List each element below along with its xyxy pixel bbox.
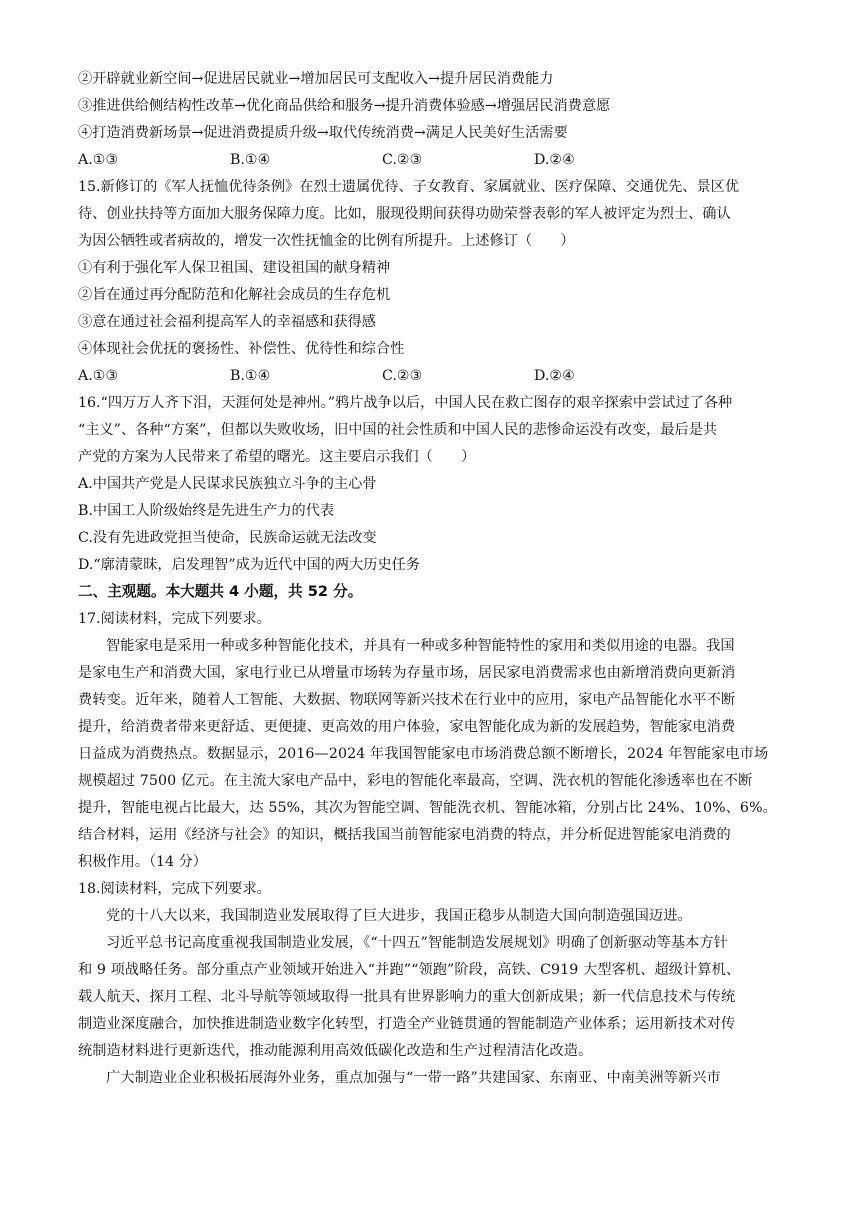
q18-paragraph-2-line-5: 统制造材料进行更新迭代，推动能源利用高效低碳化改造和生产过程清洁化改造。 (78, 1043, 593, 1059)
q14-option-c: C.②③ (382, 152, 423, 168)
q17-material-line-7: 提升，智能电视占比最大，达 55%，其次为智能空调、智能洗衣机、智能冰箱，分别占比 24%、10%、6%。 (78, 800, 777, 816)
q17-material-line-1: 智能家电是采用一种或多种智能化技术，并具有一种或多种智能特性的家用和类似用途的电器。我国 (106, 638, 735, 654)
q15-stem-line-3: 为因公牺牲或者病故的，增发一次性抚恤金的比例有所提升。上述修订（ ） (78, 233, 575, 249)
q18-paragraph-2-line-4: 制造业深度融合，加快推进制造业数字化转型，打造全产业链贯通的智能制造产业体系；运用新技术对传 (78, 1016, 736, 1032)
q14-option-a: A.①③ (78, 152, 119, 168)
q15-option-b: B.①④ (230, 368, 271, 384)
q17-material-line-4: 提升，给消费者带来更舒适、更便捷、更高效的用户体验，家电智能化成为新的发展趋势，智能家电消费 (78, 719, 736, 735)
q18-paragraph-1: 党的十八大以来，我国制造业发展取得了巨大进步，我国正稳步从制造大国向制造强国迈进。 (106, 908, 692, 924)
q17-task-line-2: 积极作用。（14 分） (78, 854, 207, 870)
q18-paragraph-2-line-2: 和 9 项战略任务。部分重点产业领域开始进入“并跑”“领跑”阶段，高铁、C919 大型客机、超级计算机、 (78, 962, 741, 978)
q17-material-line-2: 是家电生产和消费大国，家电行业已从增量市场转为存量市场，居民家电消费需求也由新增消费向更新消 (78, 665, 736, 681)
q14-options (78, 150, 784, 170)
q16-option-d: D.“廓清蒙昧，启发理智”成为近代中国的两大历史任务 (78, 557, 421, 573)
q18-paragraph-2-line-1: 习近平总书记高度重视我国制造业发展，《“十四五”智能制造发展规划》明确了创新驱动等基本方针 (106, 935, 728, 951)
q16-option-a: A.中国共产党是人民谋求民族独立斗争的主心骨 (78, 476, 377, 492)
q15-statement-1: ①有利于强化军人保卫祖国、建设祖国的献身精神 (78, 260, 391, 276)
q17-task-line-1: 结合材料，运用《经济与社会》的知识，概括我国当前智能家电消费的特点，并分析促进智能家电消费的 (78, 827, 731, 843)
q18-paragraph-2-line-3: 载人航天、探月工程、北斗导航等领域取得一批具有世界影响力的重大创新成果；新一代信息技术与传统 (78, 989, 736, 1005)
q18-heading: 18.阅读材料，完成下列要求。 (78, 881, 271, 897)
q15-statement-4: ④体现社会优抚的褒扬性、补偿性、优待性和综合性 (78, 341, 405, 357)
q16-stem-line-2: “主义”、各种“方案”，但都以失败收场，旧中国的社会性质和中国人民的悲惨命运没有改变，最后是共 (78, 422, 718, 438)
q17-material-line-3: 费转变。近年来，随着人工智能、大数据、物联网等新兴技术在行业中的应用，家电产品智能化水平不断 (78, 692, 736, 708)
q16-option-b: B.中国工人阶级始终是先进生产力的代表 (78, 503, 335, 519)
q18-paragraph-3: 广大制造业企业积极拓展海外业务，重点加强与“一带一路”共建国家、东南亚、中南美洲等新兴市 (106, 1070, 721, 1086)
q15-option-a: A.①③ (78, 368, 119, 384)
q15-options (78, 366, 784, 386)
q14-statement-2: ②开辟就业新空间→促进居民就业→增加居民可支配收入→提升居民消费能力 (78, 71, 554, 87)
q17-material-line-5: 日益成为消费热点。数据显示，2016—2024 年我国智能家电市场消费总额不断增长，2024 年智能家电市场 (78, 746, 769, 762)
q15-option-c: C.②③ (382, 368, 423, 384)
section-heading: 二、主观题。本大题共 4 小题，共 52 分。 (78, 583, 363, 600)
q15-option-d: D.②④ (534, 368, 575, 384)
q15-statement-3: ③意在通过社会福利提高军人的幸福感和获得感 (78, 314, 376, 330)
q14-statement-4: ④打造消费新场景→促进消费提质升级→取代传统消费→满足人民美好生活需要 (78, 125, 568, 141)
q16-stem-line-1: 16.“四万万人齐下泪，天涯何处是神州。”鸦片战争以后，中国人民在救亡图存的艰辛探索中尝试过了各种 (78, 395, 733, 411)
q14-statement-3: ③推进供给侧结构性改革→优化商品供给和服务→提升消费体验感→增强居民消费意愿 (78, 98, 611, 114)
q15-stem-line-1: 15.新修订的《军人抚恤优待条例》在烈士遗属优待、子女教育、家属就业、医疗保障、交通优先、景区优 (78, 179, 740, 195)
q16-option-c: C.没有先进政党担当使命，民族命运就无法改变 (78, 530, 377, 546)
q15-stem-line-2: 待、创业扶持等方面加大服务保障力度。比如，服现役期间获得功勋荣誉表彰的军人被评定为烈士、确认 (78, 206, 731, 222)
q14-option-d: D.②④ (534, 152, 575, 168)
q17-material-line-6: 规模超过 7500 亿元。在主流大家电产品中，彩电的智能化率最高，空调、洗衣机的智能化渗透率也在不断 (78, 773, 753, 789)
q14-option-b: B.①④ (230, 152, 271, 168)
q15-statement-2: ②旨在通过再分配防范和化解社会成员的生存危机 (78, 287, 391, 303)
q16-stem-line-3: 产党的方案为人民带来了希望的曙光。这主要启示我们（ ） (78, 449, 476, 465)
q17-heading: 17.阅读材料，完成下列要求。 (78, 611, 271, 627)
